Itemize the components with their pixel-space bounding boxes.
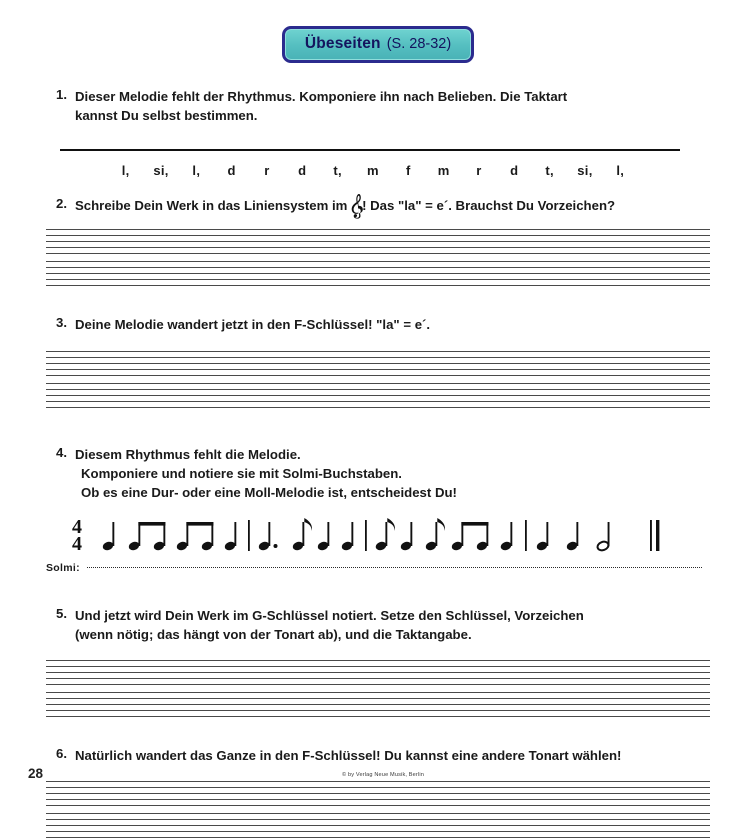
exercise-6-text [75, 746, 621, 765]
note-quarter [341, 522, 354, 552]
staff-system[interactable] [46, 229, 710, 253]
staff-line [46, 267, 710, 268]
header-badge [282, 26, 474, 63]
exercise-5-line-2: (wenn nötig; das hängt von der Tonart ab), und die Taktangabe. [75, 627, 472, 643]
barline [365, 520, 367, 551]
exercise-2-text-after: ! Das "la" = e´. Brauchst Du Vorzeichen? [362, 198, 616, 214]
melody-rule [60, 149, 680, 151]
solmi-syllable: l, [616, 163, 625, 179]
staff-line [46, 692, 710, 693]
solmi-syllable: m [367, 163, 379, 179]
page-content [0, 87, 756, 837]
solmi-syllable: t, [333, 163, 342, 179]
exercise-3-line-1: Deine Melodie wandert jetzt in den F-Schlüssel! "la" = e´. [75, 317, 431, 333]
solmi-syllable: t, [545, 163, 554, 179]
badge-subtitle: (S. 28-32) [386, 36, 452, 52]
note-quarter [317, 522, 330, 552]
staff-line [46, 261, 710, 262]
staff-line [46, 666, 710, 667]
exercise-1-number: 1. [56, 86, 67, 102]
rhythm-staff-svg [62, 512, 682, 558]
staff-line [46, 395, 710, 396]
staff-line [46, 383, 710, 384]
staff-system[interactable] [46, 383, 710, 407]
staff-system[interactable] [46, 261, 710, 285]
solmi-syllable: l, [121, 163, 130, 179]
solmi-syllable: r [476, 163, 482, 179]
exercise-4-line-3: Ob es eine Dur- oder eine Moll-Melodie ist, entscheidest Du! [81, 484, 457, 500]
exercise-1-text [75, 87, 567, 125]
exercise-3-text [75, 315, 430, 334]
note-quarter [566, 522, 579, 552]
barline [248, 520, 250, 551]
staff-line [46, 710, 710, 711]
staff-system[interactable] [46, 692, 710, 716]
solmi-syllable: m [437, 163, 450, 179]
staff-line [46, 389, 710, 390]
note-beamed-eighths [128, 522, 166, 552]
time-signature-bottom: 4 [72, 532, 82, 555]
solmi-syllable: si, [577, 163, 593, 179]
note-quarter [500, 522, 513, 552]
staff-line [46, 375, 710, 376]
staff-line [46, 805, 710, 806]
staff-line [46, 716, 710, 717]
exercise-6 [28, 746, 728, 765]
solmi-syllable: si, [153, 163, 169, 179]
exercise-5-staff-group [28, 660, 728, 716]
exercise-1 [28, 87, 728, 125]
staff-line [46, 825, 710, 826]
exercise-4-number: 4. [56, 444, 67, 460]
staff-line [46, 660, 710, 661]
exercise-6-number: 6. [56, 746, 67, 762]
exercise-2-text-before: Schreibe Dein Werk in das Liniensystem im [75, 198, 352, 214]
page-footer [0, 766, 756, 786]
solmi-syllable: d [510, 163, 519, 179]
staff-line [46, 351, 710, 352]
solmi-syllable: d [227, 163, 236, 179]
barline [525, 520, 527, 551]
staff-system[interactable] [46, 660, 710, 684]
staff-line [46, 684, 710, 685]
solmi-syllable: f [405, 163, 411, 179]
note-half [596, 522, 609, 552]
staff-line [46, 819, 710, 820]
exercise-4 [28, 445, 728, 502]
rhythm-notation [28, 512, 728, 558]
staff-line [46, 273, 710, 274]
exercise-5-text [75, 606, 584, 644]
note-eighth [425, 518, 445, 552]
staff-line [46, 241, 710, 242]
staff-line [46, 401, 710, 402]
exercise-6-line-1: Natürlich wandert das Ganze in den F-Schlüssel! Du kannst eine andere Tonart wählen! [75, 748, 622, 764]
staff-line [46, 407, 710, 408]
exercise-1-line-2: kannst Du selbst bestimmen. [75, 108, 258, 124]
time-signature-top: 4 [72, 515, 82, 538]
exercise-5-number: 5. [56, 605, 67, 621]
solmi-syllable: l, [192, 163, 201, 179]
exercise-5-line-1: Und jetzt wird Dein Werk im G-Schlüssel notiert. Setze den Schlüssel, Vorzeichen [75, 607, 584, 623]
exercise-3-number: 3. [56, 315, 67, 331]
note-eighth [292, 518, 312, 552]
solmi-answer-label: Solmi: [46, 561, 80, 574]
exercise-6-staff-group [28, 781, 728, 837]
final-double-barline [650, 520, 659, 551]
exercise-2-text [75, 196, 615, 215]
exercise-2-number: 2. [56, 196, 67, 212]
exercise-2-staff-group [28, 229, 728, 285]
exercise-3 [28, 315, 728, 334]
note-quarter [102, 522, 115, 552]
note-quarter [536, 522, 549, 552]
staff-line [46, 813, 710, 814]
note-beamed-eighths [451, 522, 489, 552]
page-number: 28 [28, 766, 44, 781]
staff-line [46, 678, 710, 679]
note-beamed-eighths [176, 522, 214, 552]
badge-title: Übeseiten [304, 35, 381, 52]
staff-line [46, 357, 710, 358]
staff-line [46, 698, 710, 699]
copyright-notice: © by Verlag Neue Musik, Berlin [342, 772, 424, 778]
exercise-4-line-1: Diesem Rhythmus fehlt die Melodie. [75, 446, 301, 462]
exercise-3-staff-group [28, 351, 728, 407]
staff-line [46, 247, 710, 248]
note-eighth [375, 518, 395, 552]
note-dotted-quarter [258, 522, 278, 552]
exercise-4-line-2: Komponiere und notiere sie mit Solmi-Buchstaben. [81, 465, 402, 481]
solmi-syllable: r [264, 163, 270, 179]
solmi-answer-input[interactable] [87, 567, 702, 568]
staff-line [46, 235, 710, 236]
note-quarter [400, 522, 413, 552]
staff-line [46, 369, 710, 370]
staff-line [46, 704, 710, 705]
staff-line [46, 229, 710, 230]
staff-line [46, 285, 710, 286]
exercise-1-line-1: Dieser Melodie fehlt der Rhythmus. Komponiere ihn nach Belieben. Die Taktart [75, 88, 568, 104]
exercise-2 [28, 196, 728, 215]
staff-line [46, 831, 710, 832]
staff-line [46, 253, 710, 254]
note-quarter [224, 522, 237, 552]
exercise-4-text [75, 445, 457, 502]
staff-system[interactable] [46, 351, 710, 375]
solmi-syllable: d [298, 163, 307, 179]
staff-line [46, 363, 710, 364]
staff-line [46, 793, 710, 794]
treble-clef-icon [351, 200, 362, 213]
staff-line [46, 787, 710, 788]
solmi-sequence-row [108, 163, 638, 178]
exercise-5 [28, 606, 728, 644]
staff-line [46, 672, 710, 673]
solmi-answer-row [28, 562, 728, 574]
staff-line [46, 279, 710, 280]
page-header [0, 0, 756, 63]
staff-system[interactable] [46, 813, 710, 837]
